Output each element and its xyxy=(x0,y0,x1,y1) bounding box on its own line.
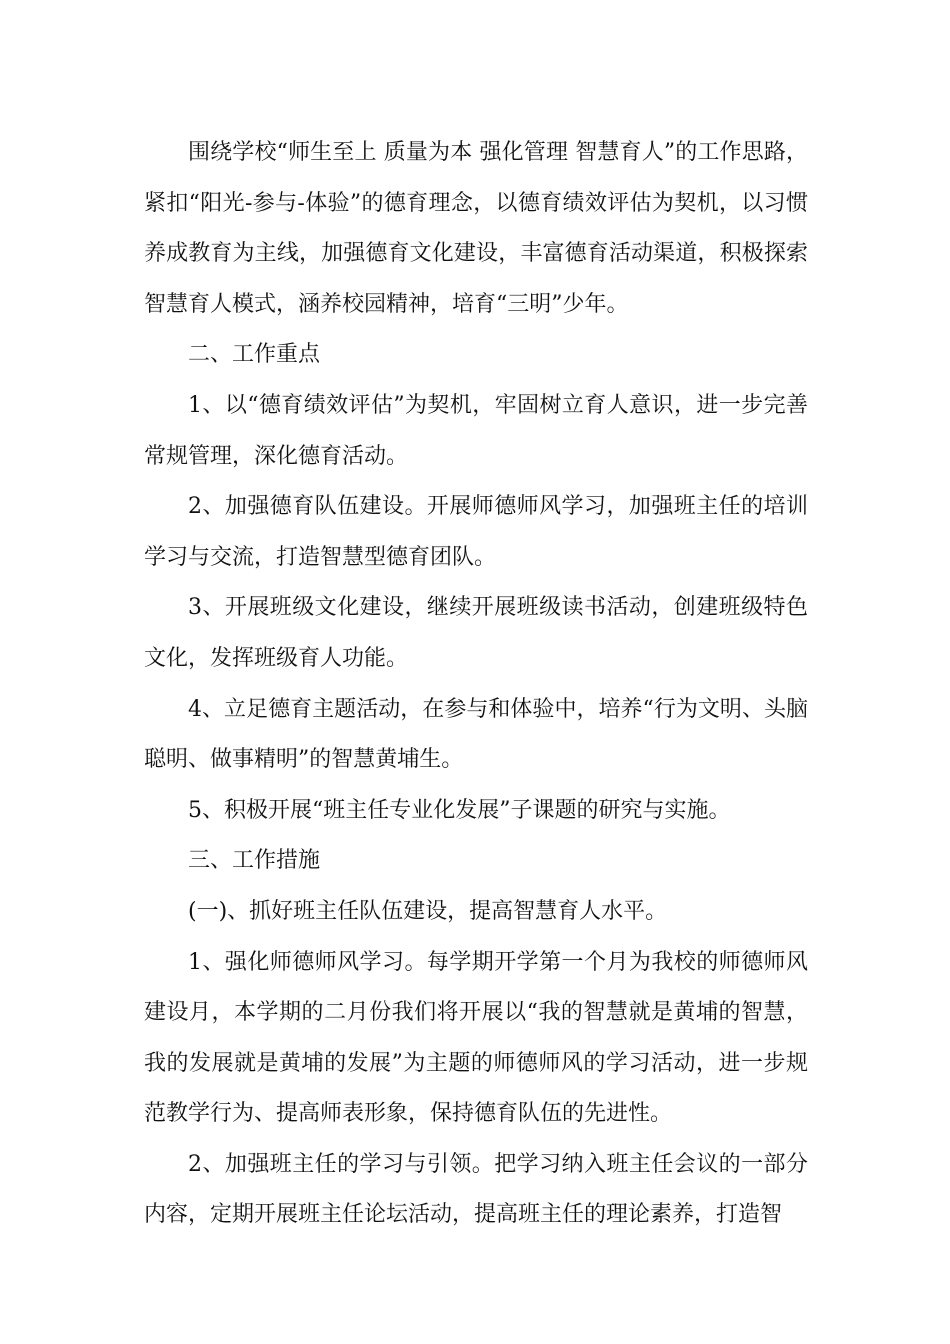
section-heading-work-focus: 二、工作重点 xyxy=(188,342,321,368)
paragraph-measure-1: 1、强化师德师风学习。每学期开学第一个月为我校的师德师风建设月，本学期的二月份我们将开展以“我的智慧就是黄埔的智慧，我的发展就是黄埔的发展”为主题的师德师风的学习活动，进一步规范教学行为、提高师表形象，保持德育队伍的先进性。 xyxy=(144,949,808,1127)
paragraph-focus-2: 2、加强德育队伍建设。开展师德师风学习，加强班主任的培训学习与交流，打造智慧型德育团队。 xyxy=(144,494,808,570)
paragraph-focus-1: 1、以“德育绩效评估”为契机，牢固树立育人意识，进一步完善常规管理，深化德育活动。 xyxy=(144,392,808,469)
paragraph-focus-3: 3、开展班级文化建设，继续开展班级读书活动，创建班级特色文化，发挥班级育人功能。 xyxy=(144,595,808,671)
paragraph-focus-4: 4、立足德育主题活动，在参与和体验中，培养“行为文明、头脑聪明、做事精明”的智慧黄埔生。 xyxy=(144,696,808,773)
document-body xyxy=(144,128,808,1241)
paragraph-focus-5: 5、积极开展“班主任专业化发展”子课题的研究与实施。 xyxy=(188,797,731,823)
subsection-heading-teacher-team: (一)、抓好班主任队伍建设，提高智慧育人水平。 xyxy=(188,898,668,924)
section-heading-work-measures: 三、工作措施 xyxy=(188,848,321,874)
paragraph-intro: 围绕学校“师生至上 质量为本 强化管理 智慧育人”的工作思路，紧扣“阳光-参与-体验”的德育理念，以德育绩效评估为契机，以习惯养成教育为主线，加强德育文化建设，丰富德育活动渠道，积极探索智慧育人模式，涵养校园精神，培育“三明”少年。 xyxy=(144,140,808,317)
paragraph-measure-2: 2、加强班主任的学习与引领。把学习纳入班主任会议的一部分内容，定期开展班主任论坛活动，提高班主任的理论素养，打造智 xyxy=(144,1151,808,1228)
